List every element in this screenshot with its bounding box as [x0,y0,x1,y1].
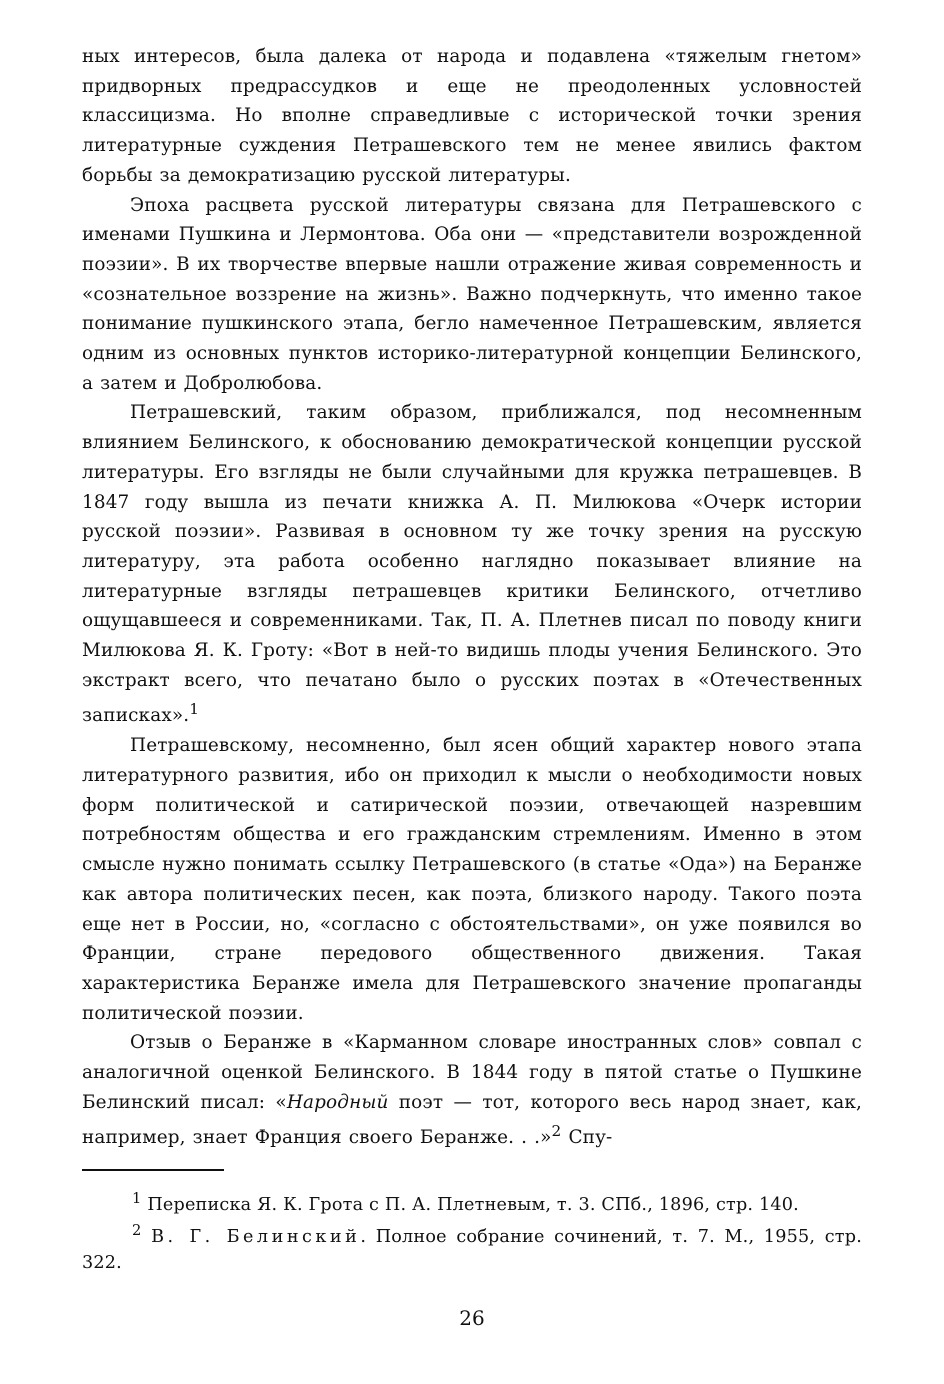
paragraph-4: Петрашевскому, несомненно, был ясен общий характер нового этапа литературного развития, ибо он приходил к мысли о необходимости новых форм политической и сатирической поэзии, отвечающей назревшим потребностям общества и его гражданским стремлениям. Именно в этом смысле нужно понимать ссылку Петрашевского (в статье «Ода») на Беранже как автора политических песен, как поэта, близкого народу. Такого поэта еще нет в России, но, «согласно с обстоятельствами», он уже появился во Франции, стране передового общественного движения. Такая характеристика Беранже имела для Петрашевского значение пропаганды политической поэзии. [82,735,862,1024]
footnote-2-marker: 2 [132,1221,142,1239]
footnote-1-text: Переписка Я. К. Грота с П. А. Плетневым, т. 3. СПб., 1896, стр. 140. [147,1194,799,1215]
footnote-2-author: В. Г. Белинский [151,1226,361,1247]
paragraph-3 [82,398,862,731]
footnote-2 [82,1218,862,1276]
footnote-1 [82,1186,862,1218]
paragraph-5-tail: Спу- [561,1127,613,1149]
page-body [82,42,862,1153]
footnote-ref-1[interactable]: 1 [189,700,200,719]
paragraph-5-text-after: поэт — тот, которого весь народ знает, как, например, знает Франция своего Беранже. . .» [82,1091,862,1149]
paragraph-3-text: Петрашевский, таким образом, приближался, под несомненным влиянием Белинского, к обоснованию демократической концепции русской литературы. Его взгляды не были случайными для кружка петрашевцев. В 1847 году вышла из печати книжка А. П. Милюкова «Очерк истории русской поэзии». Развивая в основном ту же точку зрения на русскую литературу, эта работа особенно наглядно показывает влияние на литературные взгляды петрашевцев критики Белинского, отчетливо ощущавшееся и современниками. Так, П. А. Плетнев писал по поводу книги Милюкова Я. К. Гроту: «Вот в ней-то видишь плоды учения Белинского. Это экстракт всего, что печатано было о русских поэтах в «Отечественных записках». [82,402,862,727]
footnote-1-marker: 1 [132,1190,142,1207]
footnotes [82,1186,862,1276]
paragraph-5-text-before: Отзыв о Беранже в «Карманном словаре иностранных слов» совпал с аналогичной оценкой Белинского. В 1844 году в пятой статье о Пушкине Белинский писал: « [82,1032,862,1113]
paragraph-5 [82,1028,862,1153]
paragraph-1: ных интересов, была далека от народа и подавлена «тяжелым гнетом» придворных предрассудков и еще не преодоленных условностей классицизма. Но вполне справедливые с исторической точки зрения литературные суждения Петрашевского тем не менее явились фактом борьбы за демократизацию русской литературы. [82,46,862,186]
paragraph-5-italic: Народный [286,1091,389,1113]
paragraph-2: Эпоха расцвета русской литературы связана для Петрашевского с именами Пушкина и Лермонтова. Оба они — «представители возрожденной поэзии». В их творчестве впервые нашли отражение живая современность и «сознательное воззрение на жизнь». Важно подчеркнуть, что именно такое понимание пушкинского этапа, бегло намеченное Петрашевским, является одним из основных пунктов историко-литературной концепции Белинского, а затем и Добролюбова. [82,194,862,394]
page-number: 26 [459,1306,485,1330]
footnote-divider [82,1169,224,1171]
footnote-ref-2[interactable]: 2 [551,1122,562,1141]
footnote-2-text: . Полное собрание сочинений, т. 7. М., 1955, стр. 322. [82,1226,862,1273]
